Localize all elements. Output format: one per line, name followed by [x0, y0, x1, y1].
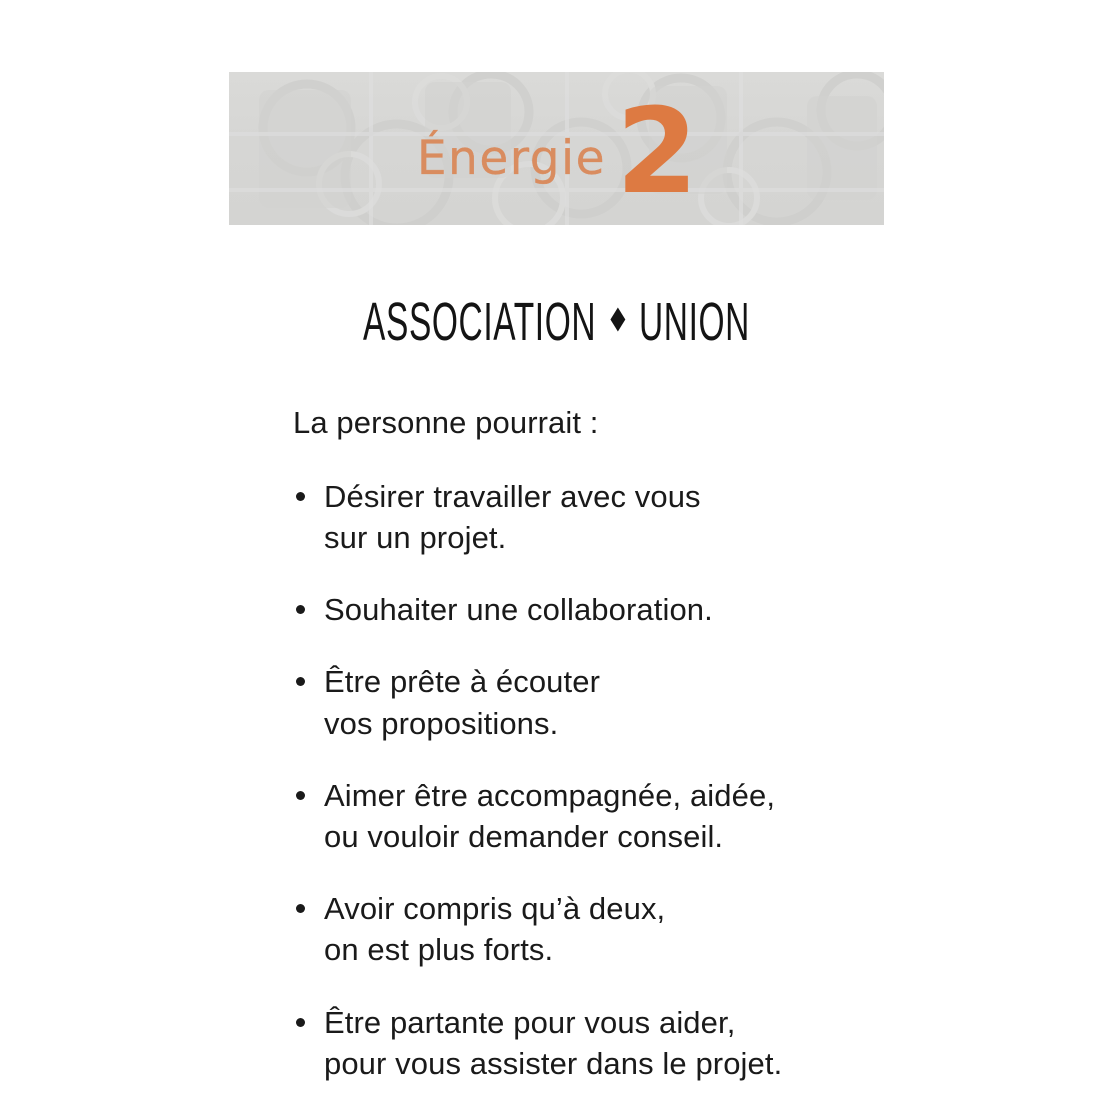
- intro-line: La personne pourrait :: [293, 405, 599, 440]
- bullet-dot-icon: [296, 791, 305, 800]
- list-item-line: pour vous assister dans le projet.: [324, 1045, 783, 1081]
- list-item: [293, 1002, 933, 1084]
- list-item: [293, 775, 933, 857]
- bullet-dot-icon: [296, 677, 305, 686]
- bullet-dot-icon: [296, 605, 305, 614]
- bullet-dot-icon: [296, 1018, 305, 1027]
- list-item-line: ou vouloir demander conseil.: [324, 818, 724, 854]
- banner-content: [229, 72, 884, 225]
- bullet-dot-icon: [296, 492, 305, 501]
- list-item-line: Souhaiter une collaboration.: [324, 592, 713, 628]
- list-item-line: Avoir compris qu’à deux,: [324, 891, 666, 927]
- banner-label: Énergie: [416, 131, 607, 186]
- list-item-line: Aimer être accompagnée, aidée,: [324, 777, 776, 813]
- title-separator-diamond-icon: [610, 308, 625, 332]
- list-item: [293, 589, 933, 630]
- list-item: [293, 476, 933, 558]
- banner-number: 2: [616, 81, 697, 220]
- list-item-line: sur un projet.: [324, 519, 507, 555]
- bullet-dot-icon: [296, 904, 305, 913]
- list-item: [293, 888, 933, 970]
- page-title-right: UNION: [638, 292, 750, 353]
- page-title: [211, 294, 901, 351]
- energie-banner: [229, 72, 884, 225]
- list-item: [293, 661, 933, 743]
- list-item-line: Être prête à écouter: [324, 664, 600, 700]
- list-item-line: Être partante pour vous aider,: [324, 1004, 736, 1040]
- list-item-line: vos propositions.: [324, 705, 559, 741]
- list-item-line: on est plus forts.: [324, 932, 554, 968]
- bullet-list: [293, 476, 933, 1084]
- content-block: [293, 403, 933, 1084]
- page-title-left: ASSOCIATION: [363, 292, 597, 353]
- list-item-line: Désirer travailler avec vous: [324, 478, 701, 514]
